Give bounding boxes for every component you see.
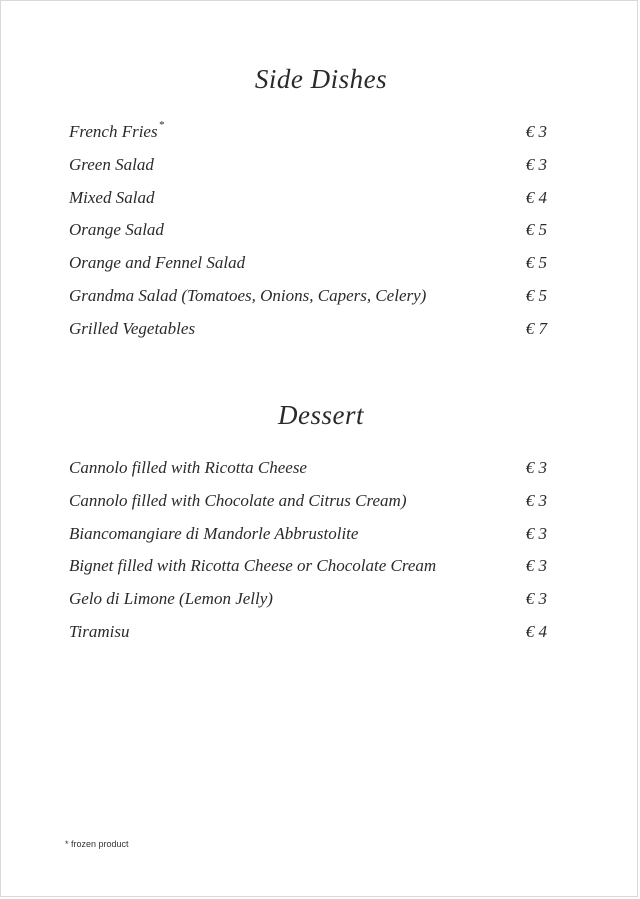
item-name: Orange and Fennel Salad xyxy=(69,253,246,273)
dessert-title: Dessert xyxy=(278,400,364,430)
item-name: Green Salad xyxy=(69,154,154,174)
menu-item-tiramisu xyxy=(69,616,547,649)
menu-item-mixed-salad xyxy=(69,182,547,215)
item-name: Cannolo filled with Ricotta Cheese xyxy=(69,458,307,477)
item-name: Gelo di Limone (Lemon Jelly) xyxy=(69,589,273,609)
menu-item-bignet xyxy=(69,550,547,583)
menu-item-gelo-di-limone xyxy=(69,583,547,616)
item-price: € 3 xyxy=(525,154,547,174)
item-price: € 4 xyxy=(525,621,547,641)
item-price: € 4 xyxy=(525,187,547,207)
item-name: French Fries xyxy=(69,122,158,141)
item-price: € 3 xyxy=(525,589,547,609)
menu-item-french-fries xyxy=(69,116,547,149)
item-name: Grandma Salad (Tomatoes, Onions, Capers, Celery) xyxy=(69,285,427,305)
item-name: Grilled Vegetables xyxy=(69,318,196,338)
item-name: Bignet filled with Ricotta Cheese or Chocolate Cream xyxy=(69,556,437,576)
menu-item-green-salad xyxy=(69,149,547,182)
item-name: Biancomangiare di Mandorle Abbrustolite xyxy=(69,523,359,543)
side-dishes-title: Side Dishes xyxy=(254,64,388,94)
item-name: Tiramisu xyxy=(69,621,130,641)
menu-item-orange-salad xyxy=(69,214,547,247)
item-name: Mixed Salad xyxy=(69,187,155,207)
menu-item-cannolo-ricotta xyxy=(69,452,547,485)
item-price: € 3 xyxy=(525,490,547,510)
menu-item-grandma-salad xyxy=(69,280,547,313)
item-price: € 3 xyxy=(525,556,547,576)
item-price: € 3 xyxy=(525,523,547,543)
item-price: € 3 xyxy=(525,458,547,477)
footnote: * frozen product xyxy=(65,839,129,849)
item-price: € 5 xyxy=(525,253,547,273)
item-price: € 7 xyxy=(525,318,547,338)
side-dishes-list xyxy=(69,116,547,346)
item-price: € 5 xyxy=(525,285,547,305)
item-price: € 5 xyxy=(525,220,547,240)
menu-item-cannolo-chocolate xyxy=(69,485,547,518)
dessert-list xyxy=(69,452,547,649)
item-name: Orange Salad xyxy=(69,220,164,240)
menu-item-grilled-vegetables xyxy=(69,313,547,346)
menu-item-orange-fennel-salad xyxy=(69,247,547,280)
menu-item-biancomangiare xyxy=(69,518,547,551)
item-name: Cannolo filled with Chocolate and Citrus Cream) xyxy=(69,490,407,510)
frozen-marker: * xyxy=(158,119,165,132)
item-price: € 3 xyxy=(525,122,547,141)
